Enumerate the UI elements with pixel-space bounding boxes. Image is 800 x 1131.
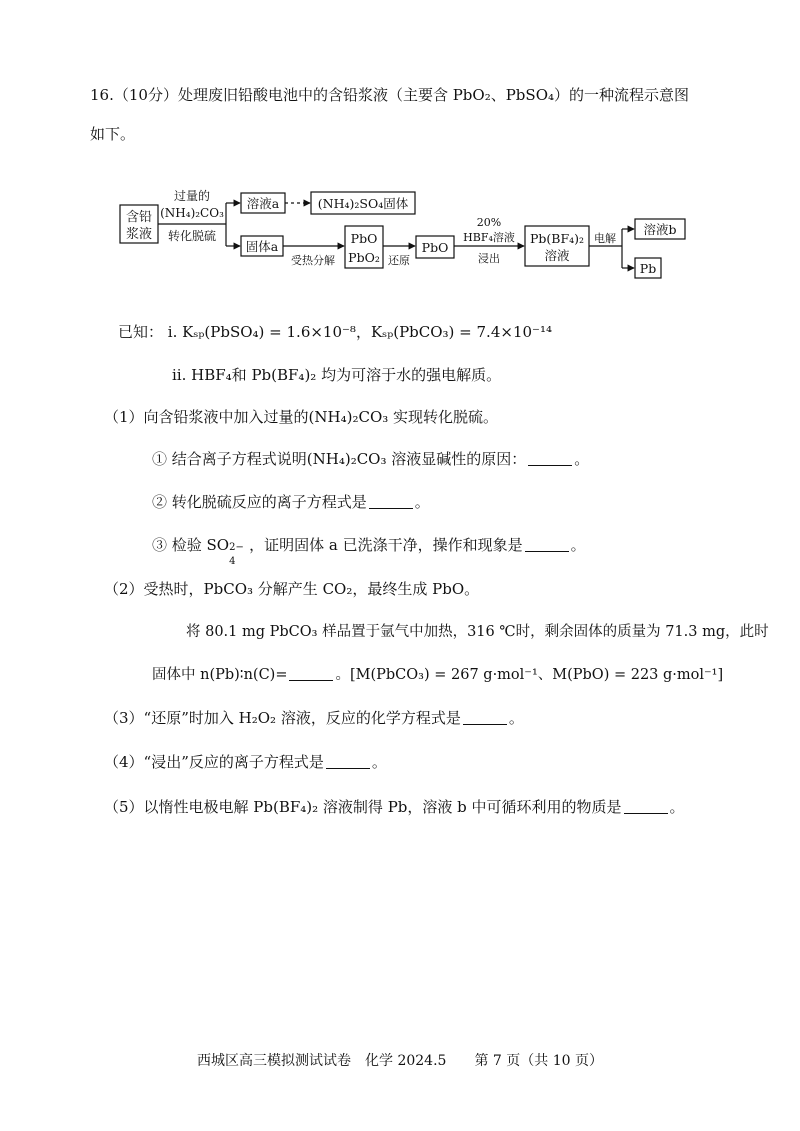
- known-ksp-pbco3: Kₛₚ(PbCO₃) = 7.4×10⁻¹⁴: [370, 323, 552, 341]
- leach-reagent: HBF₄溶液: [463, 231, 515, 244]
- solid-a-label: 固体a: [245, 239, 279, 254]
- part1-q3: ③ 检验 SO 2− 4 ，证明固体 a 已洗涤干净，操作和现象是 。: [152, 536, 586, 567]
- part2-line1: 将 80.1 mg PbCO₃ 样品置于氩气中加热，316 ℃时，剩余固体的质量为 71.3 mg，此时: [186, 624, 769, 640]
- part3: [104, 711, 524, 726]
- known-ksp-pbso4: Kₛₚ(PbSO₄) = 1.6×10⁻⁸: [182, 323, 356, 341]
- period: 。: [570, 536, 586, 554]
- period: 。: [574, 450, 590, 468]
- part4-text: （4）“浸出”反应的离子方程式是: [104, 753, 324, 771]
- period: 。: [669, 798, 685, 816]
- part1-q3-text-a: ③ 检验 SO: [152, 536, 230, 554]
- slurry-label-2: 浆液: [125, 227, 153, 242]
- part2-line2-b: 。[M(PbCO₃) = 267 g·mol⁻¹、M(PbO) = 223 g·mol⁻¹]: [335, 667, 724, 683]
- solution-b-label: 溶液b: [643, 222, 677, 237]
- leach-top: 20%: [476, 216, 502, 229]
- process-flow-diagram: [110, 180, 690, 290]
- period: 。: [508, 709, 524, 727]
- question-title-line2: 如下。: [90, 125, 136, 143]
- step1-reagent: (NH₄)₂CO₃: [160, 206, 224, 220]
- answer-blank[interactable]: [326, 768, 370, 769]
- pb-bf4-label-2: 溶液: [544, 248, 570, 263]
- part2-line2: [152, 668, 723, 683]
- known-ii-text: HBF₄和 Pb(BF₄)₂ 均为可溶于水的强电解质。: [191, 366, 502, 384]
- part1-intro: （1）向含铅浆液中加入过量的(NH₄)₂CO₃ 实现转化脱硫。: [104, 408, 499, 426]
- part3-text: （3）“还原”时加入 H₂O₂ 溶液，反应的化学方程式是: [104, 709, 461, 727]
- leach-bottom: 浸出: [478, 252, 500, 265]
- known-ii: [172, 368, 501, 383]
- part1-q2-text: ② 转化脱硫反应的离子方程式是: [152, 493, 367, 511]
- pb-label: Pb: [639, 261, 657, 276]
- answer-blank[interactable]: [624, 813, 668, 814]
- known-sep: ，: [355, 323, 371, 341]
- part4: [104, 755, 387, 770]
- heat-decompose-label: 受热分解: [291, 254, 335, 267]
- part5-text: （5）以惰性电极电解 Pb(BF₄)₂ 溶液制得 Pb，溶液 b 中可循环利用的物质是: [104, 798, 622, 816]
- part1-q1: [152, 452, 589, 467]
- known-i-label: ⅰ.: [167, 323, 178, 341]
- known-prefix: 已知：: [118, 323, 164, 341]
- part2-intro: （2）受热时，PbCO₃ 分解产生 CO₂，最终生成 PbO。: [104, 580, 480, 598]
- period: 。: [414, 493, 430, 511]
- part2-line2-a: 固体中 n(Pb)∶n(C)=: [152, 667, 288, 683]
- page-footer: 西城区高三模拟测试试卷 化学 2024.5 第 7 页（共 10 页）: [197, 1053, 603, 1069]
- pbo-mix-label-1: PbO: [350, 231, 378, 246]
- slurry-label-1: 含铅: [125, 210, 153, 225]
- answer-blank[interactable]: [525, 551, 569, 552]
- pbo-label: PbO: [421, 240, 449, 255]
- part1-q2: [152, 495, 430, 510]
- pb-bf4-label-1: Pb(BF₄)₂: [529, 231, 585, 246]
- part1-q1-text: ① 结合离子方程式说明(NH₄)₂CO₃ 溶液显碱性的原因：: [152, 450, 527, 468]
- step1-top: 过量的: [173, 189, 211, 203]
- answer-blank[interactable]: [528, 465, 572, 466]
- step1-bottom: 转化脱硫: [167, 229, 217, 243]
- part5: [104, 800, 685, 815]
- known-ii-label: ⅱ.: [172, 366, 187, 384]
- known-i: [118, 325, 552, 340]
- part1-q3-text-b: ，证明固体 a 已洗涤干净，操作和现象是: [249, 536, 523, 554]
- period: 。: [371, 753, 387, 771]
- reduce-label: 还原: [388, 254, 410, 267]
- ammonium-sulfate-label: (NH₄)₂SO₄固体: [317, 196, 409, 211]
- question-title-line1: 16.（10分）处理废旧铅酸电池中的含铅浆液（主要含 PbO₂、PbSO₄）的一种流程示意图: [90, 86, 689, 104]
- pbo-mix-label-2: PbO₂: [348, 250, 380, 265]
- answer-blank[interactable]: [369, 508, 413, 509]
- answer-blank[interactable]: [463, 724, 507, 725]
- answer-blank[interactable]: [289, 680, 333, 681]
- solution-a-label: 溶液a: [246, 196, 280, 211]
- electrolysis-label: 电解: [594, 232, 616, 245]
